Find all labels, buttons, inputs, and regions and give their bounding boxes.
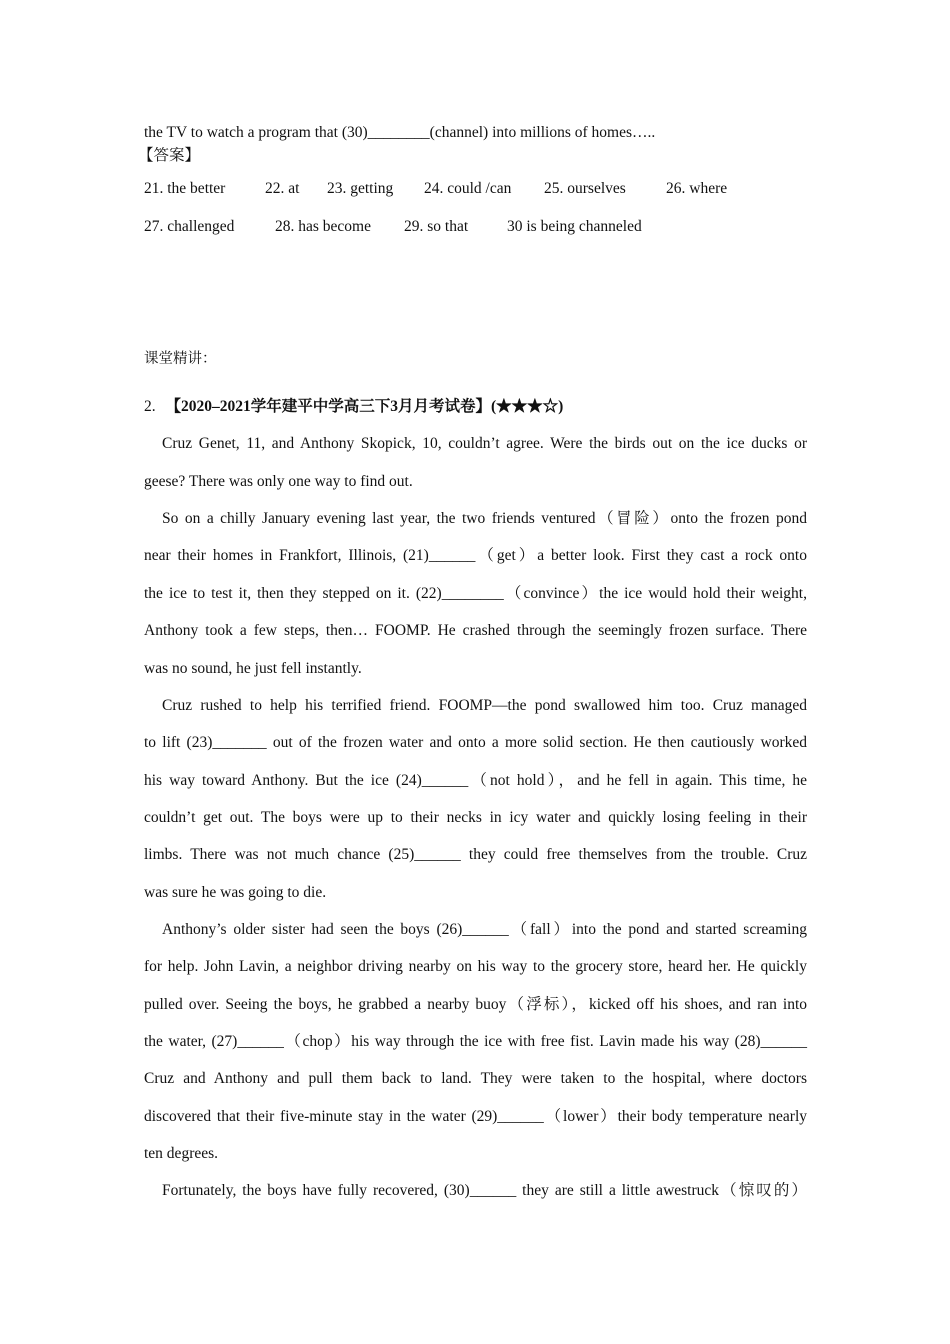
passage-line: was sure he was going to die.	[144, 884, 327, 901]
answer-item: 24. could /can	[424, 180, 512, 197]
section-title: 课堂精讲：	[144, 351, 217, 367]
answer-item: 21. the better	[144, 180, 226, 197]
passage-line: his way toward Anthony. But the ice (24)______（not hold），and he fell in again. This time, he	[144, 772, 807, 789]
answer-item: 22. at	[265, 180, 300, 197]
answer-item: 29. so that	[404, 218, 469, 235]
passage-line: near their homes in Frankfort, Illinois, (21)______（get）a better look. First they cast a rock onto	[144, 547, 807, 564]
passage-line: So on a chilly January evening last year, the two friends ventured（冒险）onto the frozen pond	[162, 510, 807, 527]
passage-line: discovered that their five-minute stay in the water (29)______（lower）their body temperature nearly	[144, 1108, 807, 1125]
passage-line: for help. John Lavin, a neighbor driving nearby on his way to the grocery store, heard her. He quickly	[144, 958, 807, 975]
answers-row-1	[144, 179, 807, 199]
answers-row-2	[144, 217, 807, 237]
question-title: 【2020‒2021学年建平中学高三下3月月考试卷】(★★★☆)	[165, 398, 564, 415]
passage-line: Fortunately, the boys have fully recovered, (30)______ they are still a little awestruck（惊叹的）	[162, 1182, 807, 1199]
passage-line: Cruz and Anthony and pull them back to land. They were taken to the hospital, where doctors	[144, 1070, 807, 1087]
answer-item: 30 is being channeled	[507, 218, 642, 235]
passage-line: geese? There was only one way to find out.	[144, 473, 413, 490]
question-number: 2.	[144, 398, 156, 415]
passage-line: couldn’t get out. The boys were up to their necks in icy water and quickly losing feeling in their	[144, 809, 807, 826]
passage-line: Cruz rushed to help his terrified friend. FOOMP—the pond swallowed him too. Cruz managed	[162, 697, 807, 714]
passage-line: Anthony’s older sister had seen the boys (26)______（fall）into the pond and started screaming	[162, 921, 807, 938]
passage-line: the water, (27)______（chop）his way through the ice with free fist. Lavin made his way (28)______	[144, 1033, 807, 1050]
passage-line: to lift (23)_______ out of the frozen water and onto a more solid section. He then cautiously worked	[144, 734, 807, 751]
answer-item: 26. where	[666, 180, 728, 197]
passage-line: was no sound, he just fell instantly.	[144, 660, 362, 677]
answer-item: 25. ourselves	[544, 180, 626, 197]
answer-item: 23. getting	[327, 180, 394, 197]
answer-item: 27. challenged	[144, 218, 235, 235]
passage-line: Cruz Genet, 11, and Anthony Skopick, 10, couldn’t agree. Were the birds out on the ice ducks or	[162, 435, 807, 452]
passage-line: ten degrees.	[144, 1145, 219, 1162]
passage-line: limbs. There was not much chance (25)______ they could free themselves from the trouble. Cruz	[144, 846, 807, 863]
question-heading	[144, 397, 807, 417]
passage-line: pulled over. Seeing the boys, he grabbed a nearby buoy（浮标），kicked off his shoes, and ran into	[144, 996, 807, 1013]
continuation-line: the TV to watch a program that (30)________(channel) into millions of homes…..	[144, 124, 656, 141]
passage-line: Anthony took a few steps, then… FOOMP. He crashed through the seemingly frozen surface. There	[144, 622, 807, 639]
passage-line: the ice to test it, then they stepped on it. (22)________（convince）the ice would hold their weight,	[144, 585, 807, 602]
answer-item: 28. has become	[275, 218, 371, 235]
answer-header: 【答案】	[138, 147, 201, 164]
